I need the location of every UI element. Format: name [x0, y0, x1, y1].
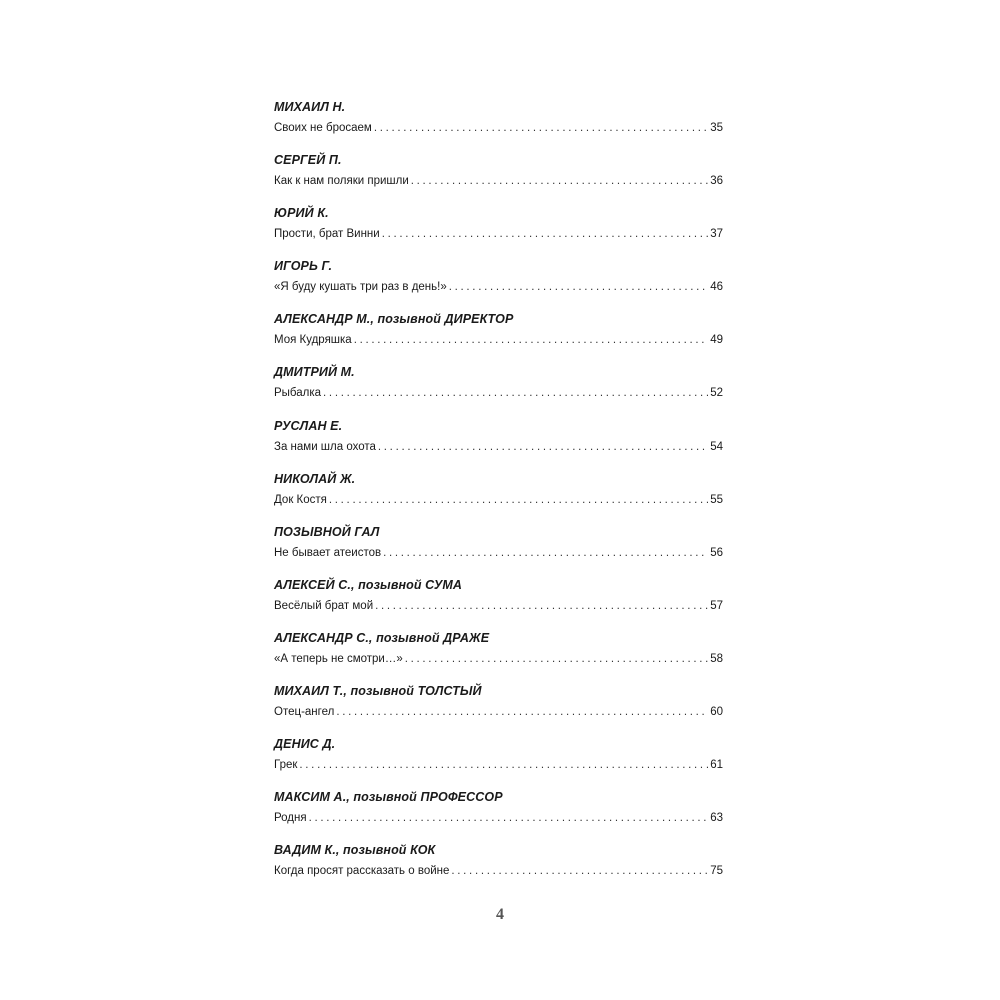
toc-entry	[274, 570, 723, 623]
toc-line	[274, 600, 723, 612]
toc-page-number: 52	[710, 387, 723, 400]
dot-leader	[411, 175, 708, 187]
dot-leader	[299, 759, 708, 771]
dot-leader	[382, 228, 709, 240]
toc-line	[274, 281, 723, 293]
toc-title: За нами шла охота	[274, 440, 376, 453]
table-of-contents	[274, 92, 723, 888]
toc-entry	[274, 251, 723, 304]
toc-entry	[274, 145, 723, 198]
toc-line	[274, 334, 723, 346]
toc-author: ВАДИМ К., позывной КОК	[274, 843, 436, 858]
toc-line	[274, 706, 723, 718]
toc-entry	[274, 198, 723, 251]
toc-title: Моя Кудряшка	[274, 334, 352, 347]
toc-entry	[274, 623, 723, 676]
toc-line	[274, 653, 723, 665]
dot-leader	[405, 653, 708, 665]
toc-entry	[274, 676, 723, 729]
page-number: 4	[496, 906, 504, 923]
toc-author: ИГОРЬ Г.	[274, 259, 333, 274]
toc-author: АЛЕКСАНДР С., позывной ДРАЖЕ	[274, 630, 490, 645]
toc-entry	[274, 835, 723, 888]
toc-author: ПОЗЫВНОЙ ГАЛ	[274, 524, 380, 539]
toc-page-number: 57	[710, 599, 723, 612]
toc-page-number: 46	[710, 281, 723, 294]
toc-author: МАКСИМ А., позывной ПРОФЕССОР	[274, 790, 503, 805]
toc-author: ЮРИЙ К.	[274, 206, 329, 221]
toc-entry	[274, 517, 723, 570]
toc-page-number: 54	[710, 440, 723, 453]
toc-page-number: 35	[710, 122, 723, 134]
toc-page-number: 60	[710, 706, 723, 719]
toc-entry	[274, 729, 723, 782]
toc-author: РУСЛАН Е.	[274, 418, 343, 433]
toc-line	[274, 441, 723, 453]
toc-page-number: 37	[710, 228, 723, 241]
dot-leader	[383, 547, 708, 559]
toc-line	[274, 812, 723, 824]
toc-author: НИКОЛАЙ Ж.	[274, 471, 356, 486]
toc-title: Прости, брат Винни	[274, 228, 380, 241]
dot-leader	[336, 706, 708, 718]
toc-line	[274, 387, 723, 399]
toc-line	[274, 122, 723, 134]
dot-leader	[323, 387, 708, 399]
toc-page-number: 58	[710, 652, 723, 665]
toc-page-number: 49	[710, 334, 723, 347]
toc-title: Как к нам поляки пришли	[274, 175, 409, 188]
dot-leader	[354, 334, 708, 346]
toc-page-number: 36	[710, 175, 723, 188]
toc-title: Док Костя	[274, 493, 327, 506]
toc-title: Грек	[274, 759, 298, 772]
toc-entry	[274, 357, 723, 410]
toc-entry	[274, 464, 723, 517]
toc-title: Отец-ангел	[274, 706, 335, 719]
toc-line	[274, 228, 723, 240]
dot-leader	[375, 600, 708, 612]
toc-entry	[274, 92, 723, 145]
dot-leader	[449, 281, 708, 293]
dot-leader	[329, 494, 708, 506]
dot-leader	[378, 441, 708, 453]
toc-line	[274, 494, 723, 506]
toc-author: МИХАИЛ Т., позывной ТОЛСТЫЙ	[274, 684, 482, 699]
toc-title: Весёлый брат мой	[274, 599, 374, 612]
toc-line	[274, 547, 723, 559]
toc-title: Не бывает атеистов	[274, 546, 382, 559]
dot-leader	[309, 812, 709, 824]
toc-line	[274, 865, 723, 877]
toc-author: АЛЕКСЕЙ С., позывной СУМА	[274, 577, 463, 592]
toc-line	[274, 175, 723, 187]
toc-line	[274, 759, 723, 771]
toc-title: Своих не бросаем	[274, 122, 372, 134]
toc-author: МИХАИЛ Н.	[274, 100, 346, 114]
toc-title: Рыбалка	[274, 387, 322, 400]
toc-page-number: 56	[710, 546, 723, 559]
toc-title: Родня	[274, 812, 307, 825]
dot-leader	[374, 122, 708, 134]
toc-author: СЕРГЕЙ П.	[274, 153, 342, 168]
dot-leader	[451, 865, 708, 877]
toc-title: Когда просят рассказать о войне	[274, 865, 450, 878]
toc-page-number: 55	[710, 493, 723, 506]
toc-page-number: 63	[710, 812, 723, 825]
toc-page-number: 61	[710, 759, 723, 772]
toc-entry	[274, 411, 723, 464]
toc-title: «Я буду кушать три раз в день!»	[274, 281, 447, 294]
toc-page-number: 75	[710, 865, 723, 878]
toc-author: ДМИТРИЙ М.	[274, 365, 355, 380]
toc-entry	[274, 782, 723, 835]
toc-author: АЛЕКСАНДР М., позывной ДИРЕКТОР	[274, 312, 514, 327]
toc-author: ДЕНИС Д.	[274, 737, 336, 752]
toc-entry	[274, 304, 723, 357]
toc-title: «А теперь не смотри…»	[274, 652, 403, 665]
